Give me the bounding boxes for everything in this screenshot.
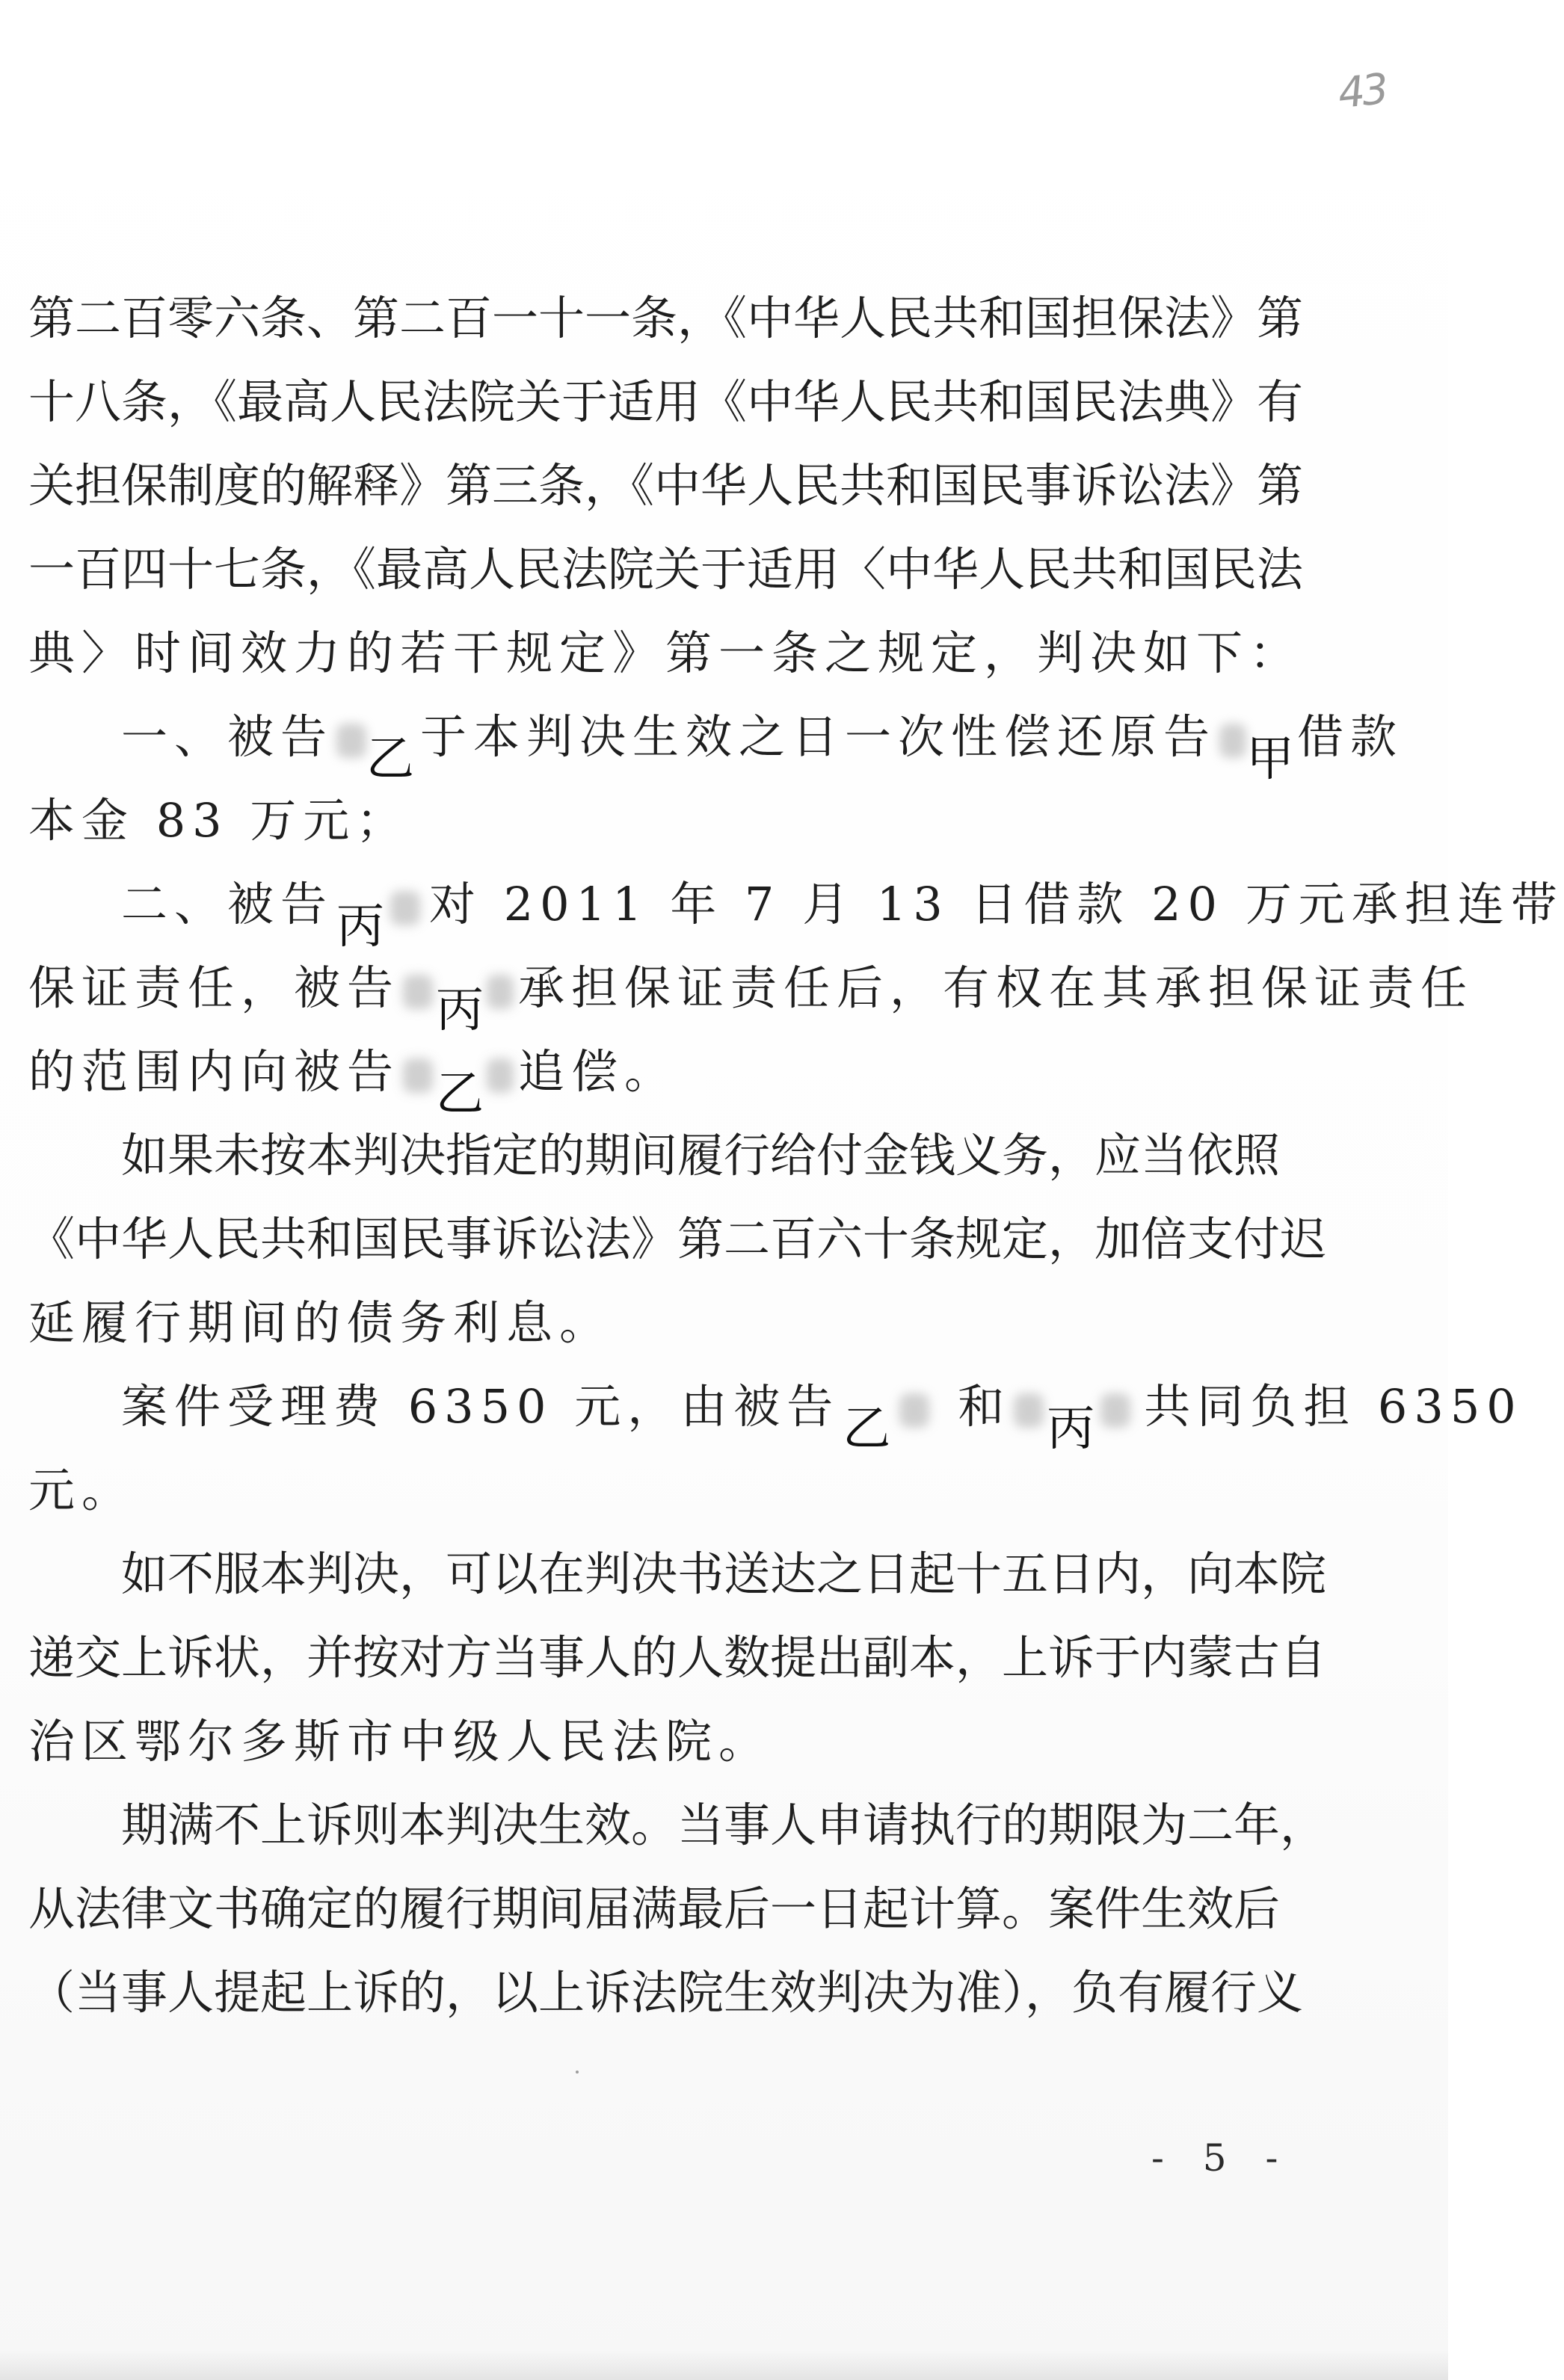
judgment-item-two-line <box>28 1030 1269 1122</box>
redacted-name <box>843 1387 955 1457</box>
text-segment: 二、被告 <box>121 877 334 931</box>
redacted-name <box>403 1052 515 1122</box>
text-line: 本金 83 万元； <box>28 793 410 848</box>
scan-edge-shadow <box>0 2350 1448 2380</box>
redacted-name <box>336 718 417 787</box>
handwritten-page-number: 43 <box>1335 64 1388 119</box>
text-line: 《中华人民共和国民事诉讼法》第二百六十条规定，加倍支付迟 <box>28 1212 1327 1266</box>
scan-speck <box>576 2071 579 2074</box>
text-line: （当事人提起上诉的，以上诉法院生效判决为准），负有履行义 <box>28 1965 1304 2020</box>
judgment-item-two-line <box>28 946 1474 1038</box>
page-number: - 5 - <box>1151 2136 1292 2180</box>
text-line: 元。 <box>28 1463 135 1517</box>
party-label: 乙 <box>366 731 415 787</box>
redacted-name <box>1219 718 1295 787</box>
text-segment: 对 2011 年 7 月 13 日借款 20 万元承担连带 <box>429 877 1564 931</box>
text-line: 关担保制度的解释》第三条，《中华人民共和国民事诉讼法》第 <box>28 458 1304 513</box>
text-line: 第二百零六条、第二百一十一条，《中华人民共和国担保法》第 <box>28 291 1304 345</box>
judgment-body <box>28 277 1564 2035</box>
case-fee-line <box>28 1365 1523 1457</box>
text-segment: 追偿。 <box>518 1044 678 1099</box>
text-segment: 承担保证责任后，有权在其承担保证责任 <box>518 961 1474 1015</box>
party-label: 乙 <box>843 1401 891 1457</box>
text-line: 延履行期间的债务利息。 <box>28 1295 613 1350</box>
text-segment: 借款 <box>1297 709 1404 764</box>
text-line: 如不服本判决，可以在判决书送达之日起十五日内，向本院 <box>121 1547 1327 1601</box>
party-label: 丙 <box>1047 1401 1095 1457</box>
party-label: 丙 <box>436 982 484 1038</box>
text-line: 一百四十七条，《最高人民法院关于适用〈中华人民共和国民法 <box>28 542 1304 596</box>
redacted-name <box>336 885 426 955</box>
redacted-name <box>403 969 515 1038</box>
text-line: 期满不上诉则本判决生效。当事人申请执行的期限为二年， <box>121 1798 1327 1852</box>
judgment-item-two-line <box>28 863 1564 955</box>
text-line: 典〉时间效力的若干规定》第一条之规定，判决如下： <box>28 626 1303 680</box>
party-label: 丙 <box>336 898 385 955</box>
text-line: 从法律文书确定的履行期间届满最后一日起计算。案件生效后 <box>28 1881 1281 1936</box>
text-segment: 案件受理费 6350 元，由被告 <box>121 1379 840 1434</box>
party-label: 甲 <box>1246 731 1295 787</box>
text-line: 如果未按本判决指定的期间履行给付金钱义务，应当依照 <box>121 1128 1281 1183</box>
text-line: 治区鄂尔多斯市中级人民法院。 <box>28 1714 772 1769</box>
text-line: 十八条，《最高人民法院关于适用《中华人民共和国民法典》有 <box>28 374 1304 429</box>
text-segment: 和 <box>958 1379 1012 1434</box>
text-segment: 一、被告 <box>121 709 334 764</box>
text-segment: 的范围内向被告 <box>28 1044 401 1099</box>
party-label: 乙 <box>436 1066 484 1122</box>
redacted-name <box>1014 1387 1141 1457</box>
text-segment: 于本判决生效之日一次性偿还原告 <box>420 709 1217 764</box>
text-line: 递交上诉状，并按对方当事人的人数提出副本，上诉于内蒙古自 <box>28 1630 1327 1685</box>
judgment-item-one-line <box>28 695 1404 787</box>
text-segment: 保证责任，被告 <box>28 961 401 1015</box>
text-segment: 共同负担 6350 <box>1144 1379 1523 1434</box>
